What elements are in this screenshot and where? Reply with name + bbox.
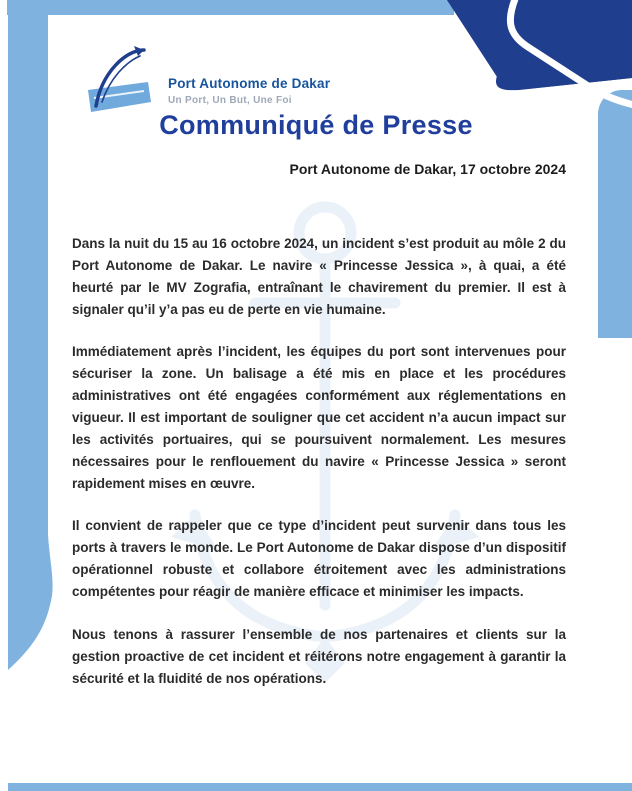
press-release-body: [72, 233, 566, 710]
left-accent-bar: [8, 0, 60, 680]
page-title: Communiqué de Presse: [159, 110, 473, 140]
logo-text: [168, 76, 330, 106]
logo-tagline: Un Port, Un But, Une Foi: [168, 94, 292, 106]
bottom-accent-bar: [8, 783, 632, 791]
dateline: Port Autonome de Dakar, 17 octobre 2024: [289, 161, 566, 177]
paragraph-2: Immédiatement après l’incident, les équipes du port sont intervenues pour sécuriser la zone. Un balisage a été mis en place et les procédures administratives ont été engagées conformément aux réglementations en vigueur. Il est important de souligner que cet accident n’a aucun impact sur les activités portuaires, qui se poursuivent normalement. Les mesures nécessaires pour le renflouement du navire « Princesse Jessica » seront rapidement mises en œuvre.: [72, 344, 566, 491]
white-swoosh-line: [492, 0, 632, 119]
paragraph-4: Nous tenons à rassurer l’ensemble de nos partenaires et clients sur la gestion proactive de cet incident et réitérons notre engagement à garantir la sécurité et la fluidité de nos opérations.: [72, 626, 566, 686]
logo-sail-icon: [86, 42, 164, 114]
logo-org-name: Port Autonome de Dakar: [168, 76, 331, 92]
paragraph-1: Dans la nuit du 15 au 16 octobre 2024, un incident s’est produit au môle 2 du Port Autonome de Dakar. Le navire « Princesse Jessica », à quai, a été heurté par le MV Zografia, entraînant le chavirement du premier. Il est à signaler qu’il y’a pas eu de perte en vie humaine.: [72, 236, 566, 317]
top-accent-band: [7, 0, 454, 15]
paragraph-3: Il convient de rappeler que ce type d’incident peut survenir dans tous les ports à travers le monde. Le Port Autonome de Dakar dispose d’un dispositif opérationnel robuste et collabore étroitement avec les administrations compétentes pour réagir de manière efficace et minimiser les impacts.: [72, 518, 566, 600]
logo: [86, 42, 330, 114]
